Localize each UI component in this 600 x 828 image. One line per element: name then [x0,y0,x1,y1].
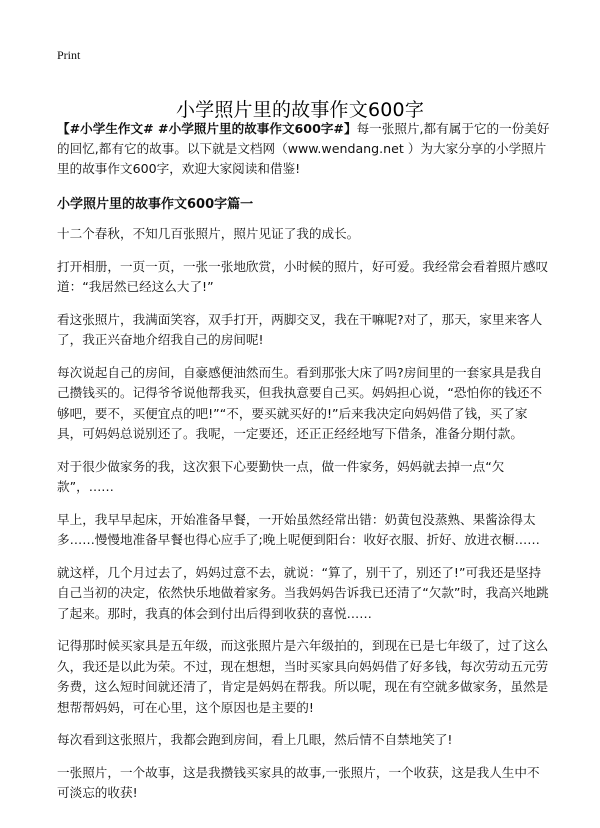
article-paragraph-3: 看这张照片，我满面笑容，双手打开，两脚交叉，我在干嘛呢?对了，那天，家里来客人了，我正兴奋地介绍我自己的房间呢! [57,311,543,347]
article-paragraph-8: 记得那时候买家具是五年级，而这张照片是六年级拍的，到现在已是七年级了，过了这么久，我还是以此为荣。不过，现在想想，当时买家具向妈妈借了好多钱，每次劳动五元劳务费，这么短时间就还清了，肯定是妈妈在帮我。所以呢，现在有空就多做家务，虽然是想帮帮妈妈，可在心里，这个原因也是主要的! [57,638,549,715]
article-paragraph-5: 对于很少做家务的我，这次狠下心要勤快一点，做一件家务，妈妈就去掉一点“欠款”，…… [57,458,505,494]
section-heading: 小学照片里的故事作文600字篇一 [57,197,254,212]
intro-text: 每一张照片,都有属于它的一份美好的回忆,都有它的故事。以下就是文档网（www.wendang.net ）为大家分享的小学照片里的故事作文600字，欢迎大家阅读和借鉴! [57,121,550,176]
print-link[interactable]: Print [57,48,81,62]
intro-tag: 【#小学生作文# #小学照片里的故事作文600字#】 [57,121,357,136]
page-title: 小学照片里的故事作文600字 [175,98,425,121]
article-paragraph-4: 每次说起自己的房间，自豪感便油然而生。看到那张大床了吗?房间里的一套家具是我自己攒钱买的。记得爷爷说他帮我买，但我执意要自己买。妈妈担心说，“恐怕你的钱还不够吧，要不，买便宜点的吧!”“不，要买就买好的!”后来我决定向妈妈借了钱，买了家具，可妈妈总说别还了。我呢，一定要还，还正正经经地写下借条，准备分期付款。 [57,364,543,441]
intro-paragraph [57,119,550,179]
article-paragraph-6: 早上，我早早起床，开始准备早餐，一开始虽然经常出错：奶黄包没蒸熟、果酱涂得太多……慢慢地准备早餐也得心应手了;晚上呢便到阳台：收好衣服、折好、放进衣橱…… [57,511,540,547]
article-paragraph-10: 一张照片，一个故事，这是我攒钱买家具的故事,一张照片，一个收获，这是我人生中不可淡忘的收获! [57,764,540,800]
article-paragraph-9: 每次看到这张照片，我都会跑到房间，看上几眼，然后情不自禁地笑了! [57,732,453,747]
article-paragraph-7: 就这样，几个月过去了，妈妈过意不去，就说：“算了，别干了，别还了!”可我还是坚持自己当初的决定，依然快乐地做着家务。当我妈妈告诉我已还清了“欠款”时，我高兴地跳了起来。那时，我真的体会到付出后得到收获的喜悦…… [57,564,549,621]
article-paragraph-2: 打开相册，一页一页，一张一张地欣赏，小时候的照片，好可爱。我经常会看着照片感叹道：“我居然已经这么大了!” [57,258,549,294]
article-body [57,119,550,816]
article-paragraph-1: 十二个春秋，不知几百张照片，照片见证了我的成长。 [57,226,360,241]
